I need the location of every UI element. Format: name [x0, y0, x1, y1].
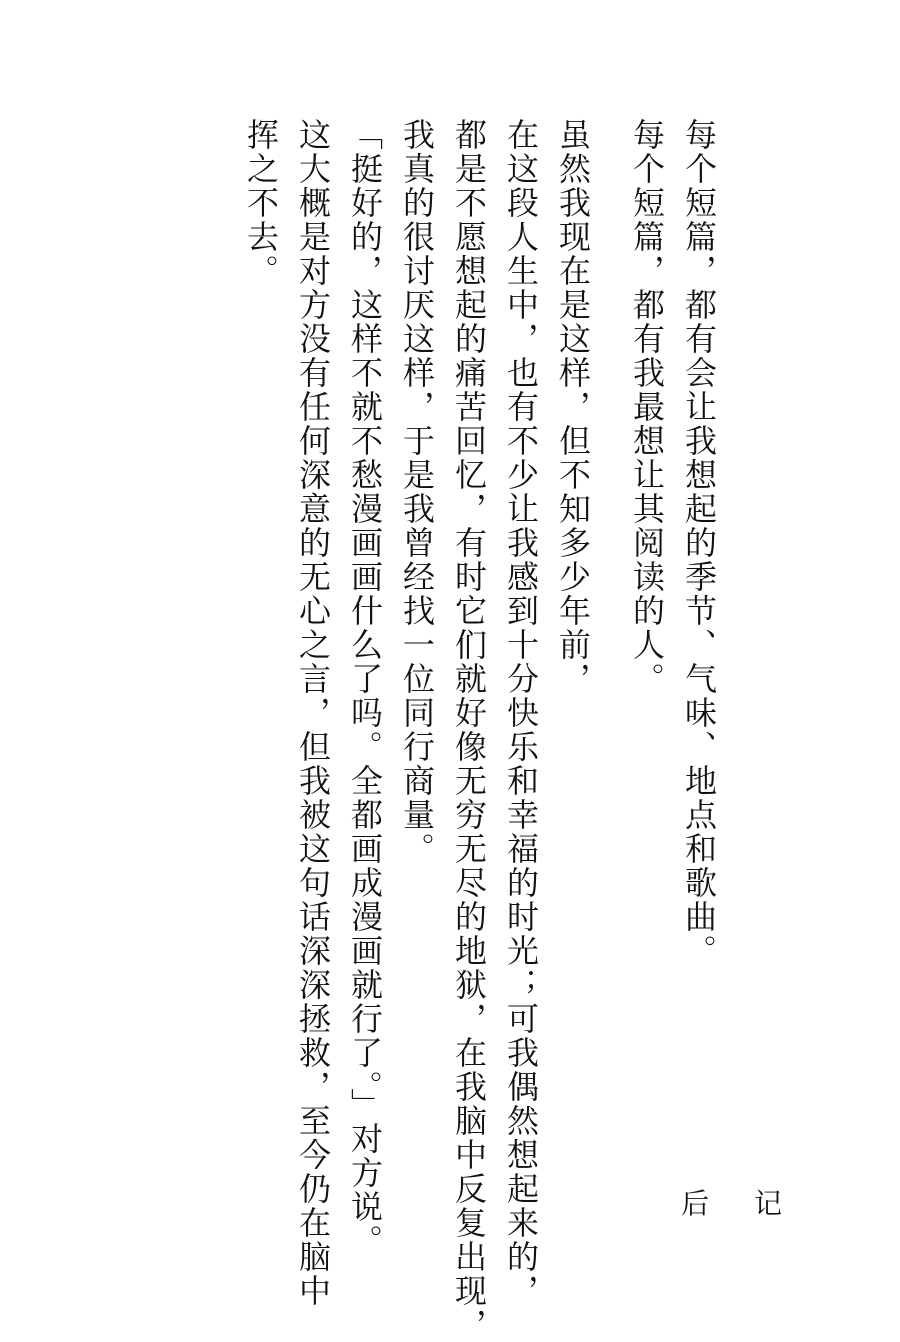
text-column: 挥之不去。 — [242, 118, 280, 288]
text-column: 虽然我现在是这样，但不知多少年前， — [554, 118, 592, 696]
text-column: 每个短篇，都有会让我想起的季节、气味、地点和歌曲。 — [680, 118, 718, 968]
text-column: 这大概是对方没有任何深意的无心之言，但我被这句话深深拯救，至今仍在脑中 — [294, 118, 332, 1308]
text-column: 我真的很讨厌这样，于是我曾经找一位同行商量。 — [398, 118, 436, 866]
text-column: 「挺好的，这样不就不愁漫画画什么了吗。全都画成漫画就行了。」对方说。 — [346, 118, 384, 1258]
page-title: 后 记 — [681, 1187, 800, 1220]
paragraph-gap — [599, 118, 621, 1118]
text-column: 每个短篇，都有我最想让其阅读的人。 — [628, 118, 666, 696]
body-text — [235, 118, 725, 1342]
text-column: 在这段人生中，也有不少让我感到十分快乐和幸福的时光；可我偶然想起来的， — [502, 118, 540, 1308]
text-column: 都是不愿想起的痛苦回忆，有时它们就好像无穷无尽的地狱，在我脑中反复出现， — [450, 118, 488, 1342]
